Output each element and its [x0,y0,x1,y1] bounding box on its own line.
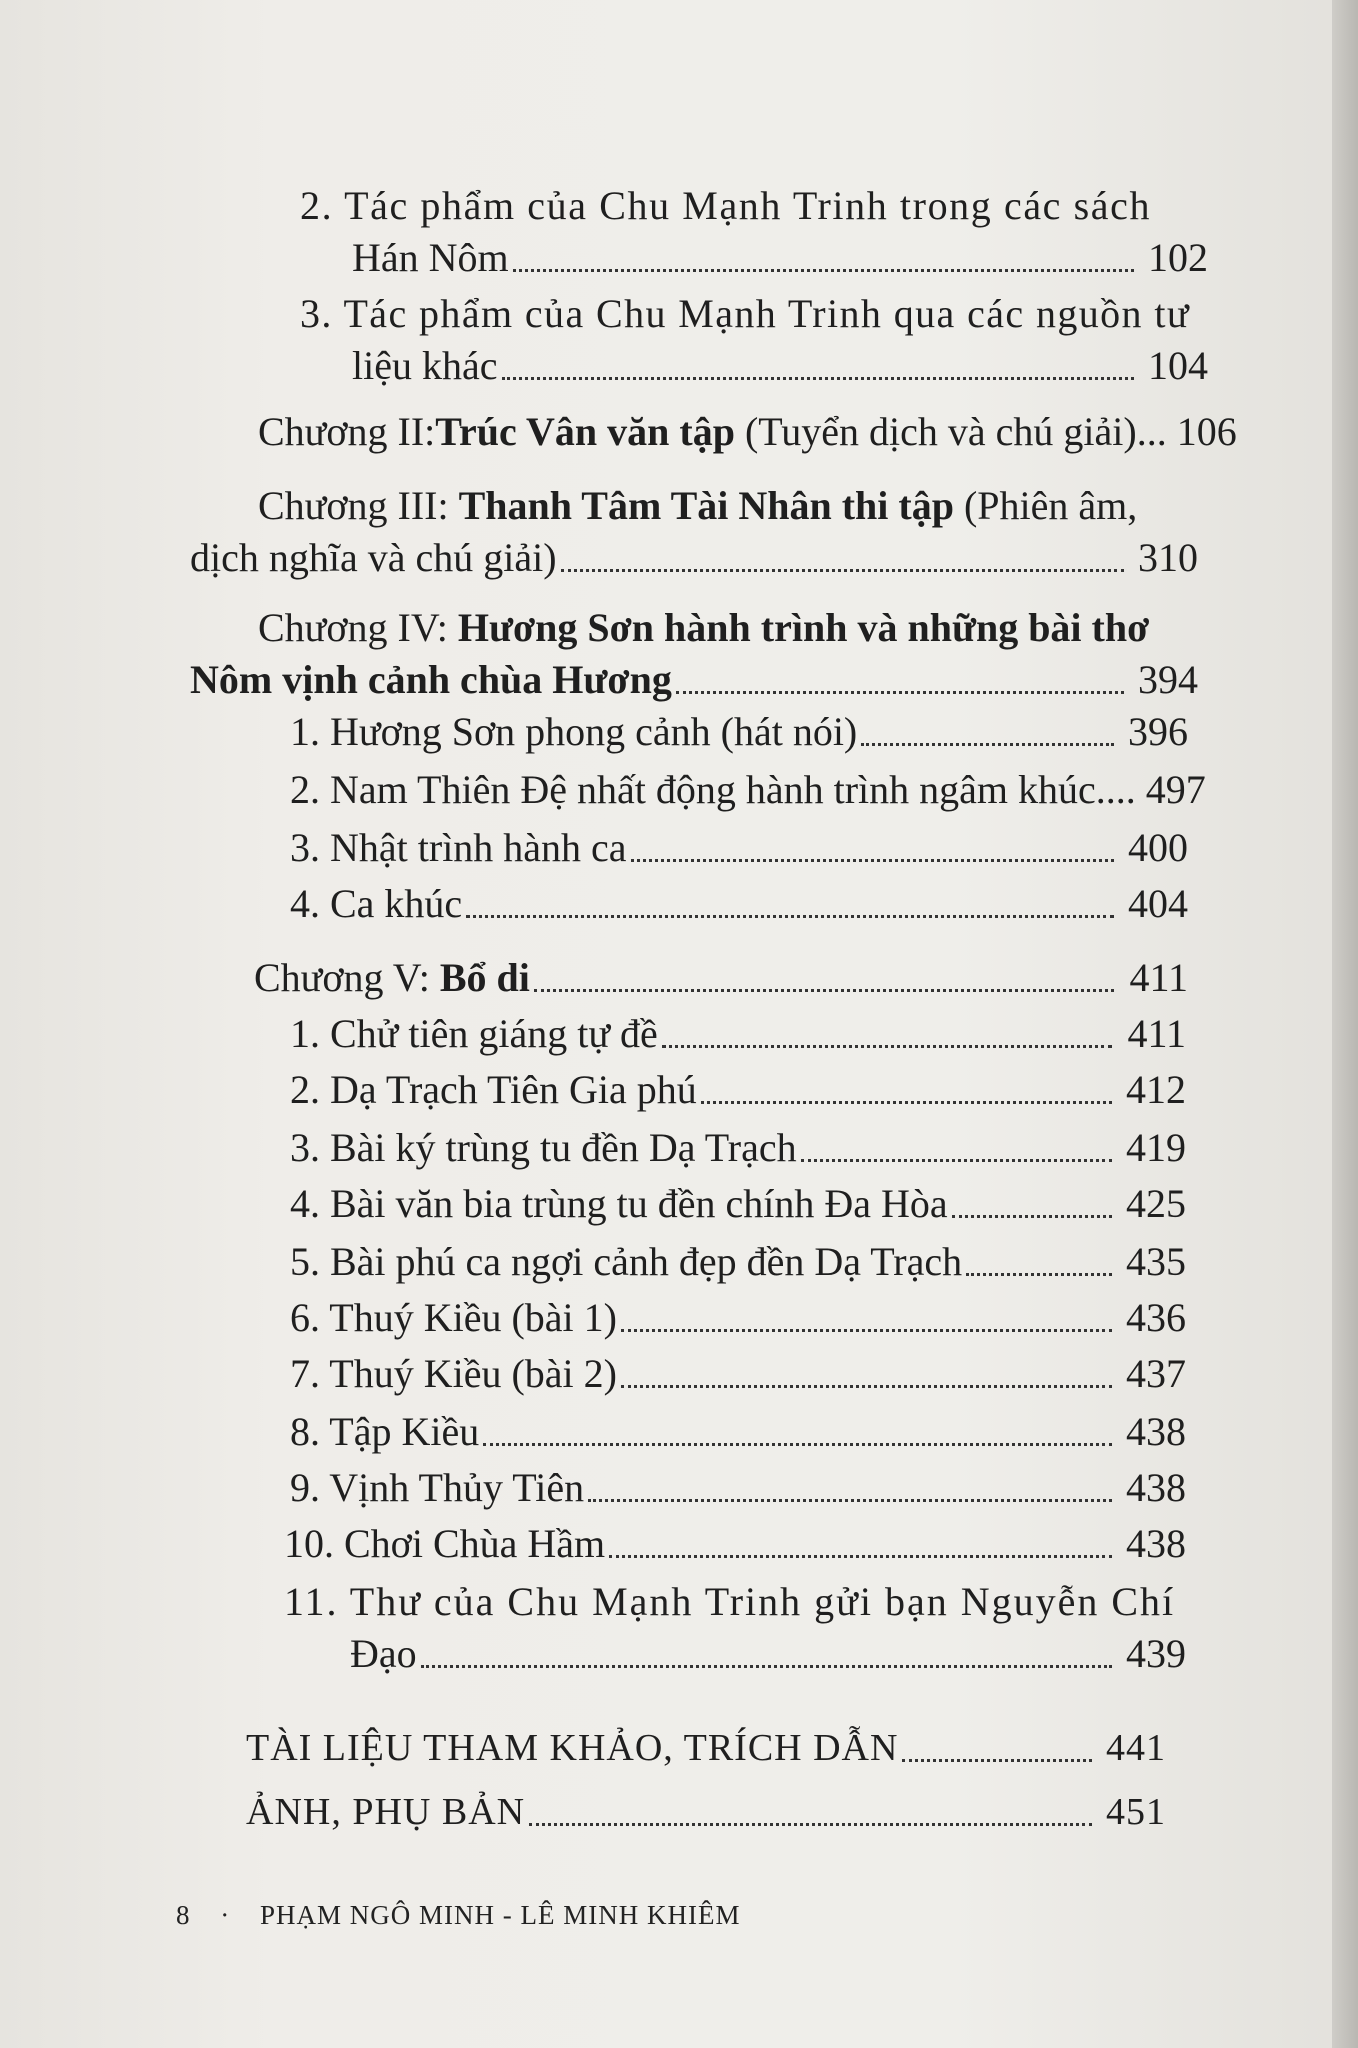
page-number: 412 [1126,1067,1186,1112]
page-number: 404 [1128,881,1188,926]
chapter-prefix: Chương III: [258,483,459,528]
dot-leader [588,1489,1112,1502]
toc-entry-text: 1. Hương Sơn phong cảnh (hát nói) [290,709,858,754]
dot-leader [561,559,1124,572]
toc-entry-text: TÀI LIỆU THAM KHẢO, TRÍCH DẪN [246,1727,899,1769]
toc-entry-text: 2. Dạ Trạch Tiên Gia phú [290,1067,697,1112]
page-number: 411 [1127,1011,1186,1056]
toc-entry-chapter-3 [190,480,1198,584]
toc-entry-text: 3. Tác phẩm của Chu Mạnh Trinh qua các nguồn tư [300,291,1190,336]
dot-leader [466,905,1114,918]
toc-entry-ch5-7 [290,1348,1186,1400]
chapter-title: Thanh Tâm Tài Nhân thi tập [458,483,954,528]
chapter-subtitle-cont: dịch nghĩa và chú giải) [190,535,557,580]
page-number: 497 [1145,767,1206,812]
page-number: 411 [1129,955,1188,1000]
toc-entry-ch5-11 [284,1576,1186,1680]
page-number: 310 [1138,535,1198,580]
dot-leader [631,849,1114,862]
page-number: 425 [1126,1181,1186,1226]
dot-leader [502,367,1135,380]
page-number: 396 [1128,709,1188,754]
dot-leader [621,1319,1112,1332]
toc-entry-text: 10. Chơi Chùa Hầm [284,1521,606,1566]
page-number: 451 [1106,1791,1166,1833]
toc-entry-sec1-2 [300,180,1208,284]
page-number: 104 [1148,343,1208,388]
toc-entry-text: 7. Thuý Kiều (bài 2) [290,1351,617,1396]
page-number: 437 [1126,1351,1186,1396]
footer-authors: PHẠM NGÔ MINH - LÊ MINH KHIÊM [260,1900,741,1930]
dot-leader [529,1813,1092,1826]
book-spine-shadow [1332,0,1358,2048]
toc-entry-ch4-3 [290,822,1188,874]
chapter-title: Trúc Vân văn tập [435,409,735,454]
page-number: 400 [1128,825,1188,870]
toc-entry-ch5-8 [290,1406,1186,1458]
dot-leader [701,1091,1112,1104]
toc-entry-text: 3. Nhật trình hành ca [290,825,627,870]
chapter-prefix: Chương II: [258,409,436,454]
dot-leader [662,1035,1112,1048]
toc-entry-text: 1. Chử tiên giáng tự đề [290,1011,658,1056]
toc-entry-text: 5. Bài phú ca ngợi cảnh đẹp đền Dạ Trạch [290,1239,963,1284]
dot-leader [966,1263,1112,1276]
page-number: 441 [1106,1727,1166,1769]
page-number: 102 [1148,235,1208,280]
chapter-title: Bổ di [439,955,530,1000]
dot-leader [861,733,1114,746]
footer-separator: · [220,1900,231,1930]
toc-entry-text: liệu khác [352,343,498,388]
toc-entry-ch5-1 [290,1008,1186,1060]
dot-leader [676,681,1124,694]
toc-entry-appendix [246,1786,1166,1838]
page-number: 435 [1126,1239,1186,1284]
toc-entry-text: ẢNH, PHỤ BẢN [246,1791,526,1833]
toc-entry-sec1-3 [300,288,1208,392]
toc-entry-ch5-10 [284,1518,1186,1570]
toc-entry-ch4-2 [290,764,1206,816]
page-number: 438 [1126,1409,1186,1454]
footer-page-number: 8 [176,1900,191,1930]
toc-entry-ch5-9 [290,1462,1186,1514]
toc-entry-text: Đạo [350,1631,417,1676]
page-number: 394 [1138,657,1198,702]
toc-entry-ch5-4 [290,1178,1186,1230]
toc-entry-text: 4. Bài văn bia trùng tu đền chính Đa Hòa [290,1181,948,1226]
toc-entry-text: 2. Tác phẩm của Chu Mạnh Trinh trong các sách [300,183,1152,228]
page-number: 438 [1126,1465,1186,1510]
dot-leader [952,1205,1112,1218]
toc-entry-text: 2. Nam Thiên Đệ nhất động hành trình ngâm khúc.... [290,767,1136,812]
chapter-subtitle: (Tuyển dịch và chú giải)... [734,409,1177,454]
chapter-title-cont: Nôm vịnh cảnh chùa Hương [190,657,672,702]
toc-entry-references [246,1722,1166,1774]
dot-leader [513,259,1134,272]
toc-entry-ch4-1 [290,706,1188,758]
page-number: 106 [1176,409,1237,454]
dot-leader [902,1749,1092,1762]
toc-entry-text: 11. Thư của Chu Mạnh Trinh gửi bạn Nguyễn Chí [284,1579,1176,1624]
dot-leader [421,1655,1112,1668]
page-number: 439 [1126,1631,1186,1676]
toc-entry-chapter-2 [258,406,1237,458]
toc-entry-chapter-4 [190,602,1198,706]
chapter-prefix: Chương V: [254,955,440,1000]
chapter-subtitle: (Phiên âm, [953,483,1138,528]
toc-entry-text: 8. Tập Kiều [290,1409,480,1454]
toc-entry-text: 6. Thuý Kiều (bài 1) [290,1295,617,1340]
toc-entry-ch5-6 [290,1292,1186,1344]
toc-entry-ch5-2 [290,1064,1186,1116]
chapter-prefix: Chương IV: [258,605,458,650]
page-number: 438 [1126,1521,1186,1566]
toc-entry-ch4-4 [290,878,1188,930]
toc-entry-text: 3. Bài ký trùng tu đền Dạ Trạch [290,1125,797,1170]
toc-entry-text: Hán Nôm [352,235,509,280]
toc-entry-chapter-5 [254,952,1188,1004]
dot-leader [621,1375,1112,1388]
toc-entry-text: 4. Ca khúc [290,881,463,926]
page-number: 436 [1126,1295,1186,1340]
dot-leader [801,1149,1112,1162]
toc-entry-text: 9. Vịnh Thủy Tiên [290,1465,585,1510]
dot-leader [483,1433,1112,1446]
dot-leader [609,1545,1112,1558]
page-footer [176,1900,740,1931]
toc-entry-ch5-3 [290,1122,1186,1174]
toc-entry-ch5-5 [290,1236,1186,1288]
chapter-title: Hương Sơn hành trình và những bài thơ [457,605,1150,650]
page-number: 419 [1126,1125,1186,1170]
dot-leader [534,979,1114,992]
